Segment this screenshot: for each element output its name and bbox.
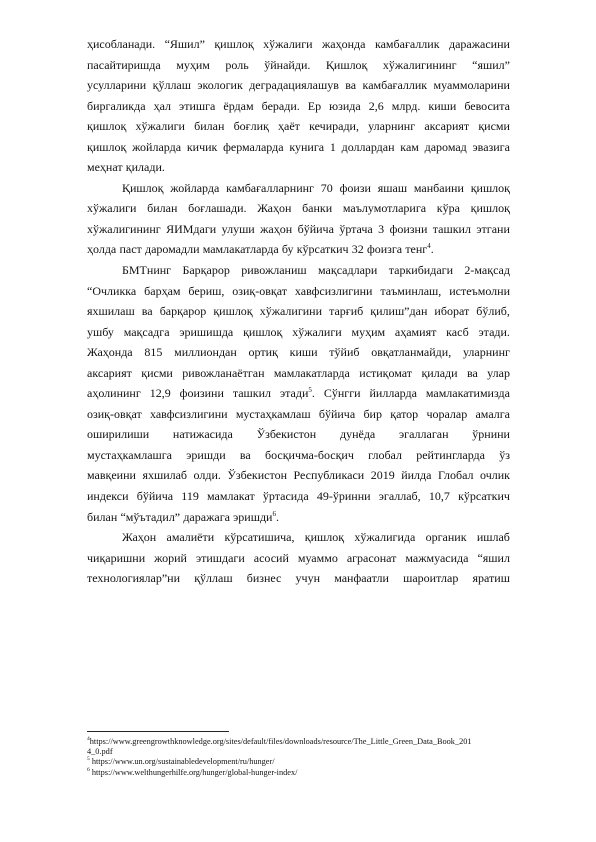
punctuation: . — [430, 242, 434, 257]
word: Қишлоқ — [325, 57, 368, 72]
word: Жаҳон — [122, 530, 157, 545]
word: мамлакатларда — [202, 242, 279, 257]
word: қишлоқ — [470, 201, 510, 216]
word: Ўзбекистон — [227, 468, 288, 483]
word: ишлаб — [476, 530, 510, 545]
word: жаҳонда — [322, 37, 366, 51]
word: дунёда — [339, 427, 376, 442]
word: эришди — [186, 447, 226, 462]
word: “мўътадил” — [120, 509, 181, 524]
word: рейтингларда — [416, 447, 485, 462]
word: индекси — [87, 489, 129, 504]
word: таъминлаш, — [380, 283, 442, 298]
text-line — [87, 157, 510, 178]
word: юзида — [329, 98, 361, 113]
word: экологик — [197, 78, 243, 93]
word: иборат — [434, 304, 470, 319]
word: яхшилаш — [87, 304, 135, 319]
body-text — [87, 34, 510, 589]
word: қишлоқ — [214, 37, 254, 51]
word: қўллаш — [152, 78, 191, 93]
word: қилади. — [125, 160, 165, 175]
word: деградациялашув — [249, 78, 339, 93]
word: даражага — [183, 509, 230, 524]
word: 1 — [329, 139, 336, 154]
word: қишлоқ — [213, 304, 253, 319]
word: истеъмолни — [449, 283, 510, 298]
word: банки — [302, 201, 333, 216]
word: эгаллаган — [399, 427, 449, 442]
word: мақсадлари — [318, 263, 378, 278]
word: олди. — [193, 468, 221, 483]
word: аҳолининг — [87, 386, 141, 401]
word: яхшилаб — [142, 468, 188, 483]
word: “Очликка — [87, 283, 137, 298]
text-line — [87, 260, 510, 281]
text-line — [87, 301, 510, 322]
word: хўжалиги — [87, 201, 137, 216]
footnote-ref: 6 — [272, 509, 276, 518]
word: кичик — [186, 139, 218, 154]
word: фоизга — [366, 242, 403, 257]
word: фоизини — [179, 386, 224, 401]
word: ҳал — [153, 98, 172, 113]
word: аксарият — [424, 119, 470, 134]
word: бўйича — [318, 406, 356, 421]
word: даромадли — [144, 242, 200, 257]
word: мамлакат — [207, 489, 255, 504]
word: жойларда — [170, 180, 220, 195]
footnote-url[interactable]: https://www.un.org/sustainabledevelopment/ru/hunger/ — [89, 757, 275, 767]
word: ташкил — [232, 386, 272, 401]
word: бу — [281, 242, 294, 257]
word: қишлоқ — [304, 530, 345, 545]
footnote-ref: 5 — [308, 386, 312, 395]
word: киши — [428, 98, 457, 113]
word: камбағалларнинг — [226, 180, 314, 195]
word: бериш, — [188, 283, 225, 298]
word: боғлашади. — [188, 201, 247, 216]
word: жорий — [154, 550, 187, 565]
footnote-url[interactable]: https://www.welthungerhilfe.org/hunger/global-hunger-index/ — [89, 767, 298, 777]
word: эгаллаб, — [378, 489, 421, 504]
word: қишлоқ — [87, 139, 127, 154]
word: озиқ-овқат — [87, 406, 142, 421]
word: ва — [239, 447, 251, 462]
word: мавқеини — [87, 468, 136, 483]
word: билан — [87, 509, 118, 524]
word: билан — [147, 201, 178, 216]
word: этишга — [179, 98, 216, 113]
word: роль — [225, 57, 249, 72]
word: манфаатли — [334, 571, 389, 586]
word: кўра — [436, 201, 460, 216]
word: пасайтиришда — [87, 57, 161, 72]
word: натижасида — [172, 427, 233, 442]
punctuation: . — [311, 386, 315, 401]
word: боғлиқ — [233, 119, 269, 134]
word: қўллаш — [194, 571, 233, 586]
word: доллардан — [341, 139, 395, 154]
word: ва — [345, 78, 357, 93]
word: бўлиб, — [476, 304, 510, 319]
word: уларнинг — [462, 345, 510, 360]
footnote-item — [87, 747, 517, 757]
text-line — [87, 219, 510, 240]
word: муаммо — [297, 550, 338, 565]
word: муҳим — [351, 324, 386, 339]
word: “яшил — [477, 550, 510, 565]
footnote-item — [87, 768, 517, 778]
word: этишдаги — [195, 550, 245, 565]
word: улуши — [221, 221, 255, 236]
word: 119 — [181, 489, 199, 504]
word: қишлоқ — [87, 119, 127, 134]
word: беради. — [261, 98, 300, 113]
word: паст — [119, 242, 142, 257]
word: киши — [289, 345, 318, 360]
word: Сўнгги — [323, 386, 361, 401]
word: фермаларда — [223, 139, 284, 154]
text-line — [87, 486, 510, 507]
word: мамлакатларда — [273, 365, 350, 380]
word: кунига — [289, 139, 325, 154]
word: ЯИМдаги — [166, 221, 217, 236]
word: оширилиши — [87, 427, 150, 442]
text-line — [87, 445, 510, 466]
word: миллиондан — [174, 345, 237, 360]
word: ёрдам — [223, 98, 254, 113]
word: ҳаёт — [278, 119, 300, 134]
word: барқарор — [159, 304, 207, 319]
word: жойларда — [132, 139, 182, 154]
word: этгани — [476, 221, 510, 236]
word: мамлакатимизда — [425, 386, 510, 401]
word: ривожланиш — [241, 263, 307, 278]
word: бўйича — [297, 221, 334, 236]
word: кўрсаткич — [458, 489, 510, 504]
word: хўжалигининг — [87, 221, 161, 236]
word: касб — [446, 324, 469, 339]
footnote-item — [87, 737, 517, 747]
word: истиқомат — [359, 365, 413, 380]
word: хўжалиги — [292, 324, 342, 339]
text-line — [87, 55, 510, 76]
text-line — [87, 404, 510, 425]
word: 10,7 — [428, 489, 450, 504]
word: Жаҳон — [257, 201, 292, 216]
word: 2-мақсад — [464, 263, 510, 278]
word: ўз — [499, 447, 510, 462]
word: қисми — [141, 365, 173, 380]
word: ўртасида — [262, 489, 309, 504]
word: мажмуасида — [405, 550, 469, 565]
word: қисми — [478, 119, 510, 134]
word: Жаҳонда — [87, 345, 133, 360]
word: хўжалигида — [354, 530, 416, 545]
word: мақсадга — [123, 324, 170, 339]
word: кўрсаткич — [296, 242, 349, 257]
word: хавфсизлигини — [294, 283, 373, 298]
word: хўжалиги — [135, 119, 185, 134]
word: Ўзбекистон — [256, 427, 317, 442]
word: жаҳон — [260, 221, 293, 236]
word: Глобал — [437, 468, 474, 483]
text-line — [87, 137, 510, 158]
word: эришишда — [179, 324, 234, 339]
word: қатор — [390, 406, 419, 421]
text-line — [87, 239, 510, 260]
word: ташкил — [432, 221, 471, 236]
text-line — [87, 342, 510, 363]
word: бевосита — [464, 98, 510, 113]
word: 2,6 — [368, 98, 384, 113]
word: камбағаллик — [374, 37, 440, 51]
word: яратиш — [472, 571, 510, 586]
footnote-mark: 6 — [87, 766, 90, 773]
text-line — [87, 96, 510, 117]
word: уларнинг — [368, 119, 416, 134]
footnote-url[interactable]: https://www.greengrowthknowledge.org/sites/default/files/downloads/resource/The_Little_Green_Data_Book_201 — [89, 737, 472, 746]
word: қишлоқ — [470, 180, 510, 195]
footnote-ref: 4 — [427, 242, 431, 251]
word: фоизни — [389, 221, 428, 236]
word: БМТнинг — [122, 263, 172, 278]
footnote-mark: 4 — [87, 736, 90, 743]
word: 3 — [378, 221, 385, 236]
word: муаммоларини — [433, 78, 510, 93]
word: чиқаришни — [87, 550, 146, 565]
word: билан — [194, 119, 225, 134]
word: улар — [487, 365, 510, 380]
text-line — [87, 322, 510, 343]
text-line — [87, 424, 510, 445]
word: Қишлоқ — [122, 180, 164, 195]
footnotes — [87, 737, 517, 778]
word: озиқ-овқат — [232, 283, 288, 298]
word: 70 — [320, 180, 333, 195]
word: Ер — [307, 98, 322, 113]
word: хавфсизлигини — [150, 406, 228, 421]
word: ва — [141, 304, 153, 319]
text-line — [87, 75, 510, 96]
footnote-separator — [87, 731, 229, 732]
word: тарғиб — [329, 304, 364, 319]
word: меҳнат — [87, 160, 123, 175]
word: ўйнайди. — [264, 57, 311, 72]
text-line — [87, 178, 510, 199]
word: маълумотларига — [342, 201, 427, 216]
word: овқатланмайди, — [371, 345, 452, 360]
text-line — [87, 568, 510, 589]
text-line — [87, 281, 510, 302]
word: ўрнини — [472, 427, 510, 442]
word: ҳолда — [87, 242, 117, 257]
text-line — [87, 34, 510, 55]
word: яшаш — [377, 180, 408, 195]
word: йилларда — [369, 386, 417, 401]
word: “Яшил” — [164, 37, 205, 51]
word: чоралар — [426, 406, 468, 421]
word: камбағаллик — [362, 78, 428, 93]
word: муҳим — [176, 57, 210, 72]
word: йилда — [401, 468, 432, 483]
word: амалиёти — [166, 530, 215, 545]
footnote-url[interactable]: 4_0.pdf — [87, 747, 113, 757]
word: манбаини — [413, 180, 464, 195]
word: амалга — [475, 406, 510, 421]
word: кўрсатишича, — [224, 530, 295, 545]
word: эвазига — [472, 139, 510, 154]
word: органик — [425, 530, 467, 545]
text-line — [87, 116, 510, 137]
word: барҳам — [144, 283, 181, 298]
word: млрд. — [391, 98, 421, 113]
word: кечиради, — [309, 119, 359, 134]
word: эришди$^6$. — [233, 509, 279, 524]
word: тенг$^4$. — [405, 242, 434, 257]
word: фоизи — [339, 180, 371, 195]
word: даромад — [424, 139, 467, 154]
word: усулларини — [87, 78, 147, 93]
word: биргаликда — [87, 98, 146, 113]
word: этади. — [478, 324, 510, 339]
word: асосий — [253, 550, 289, 565]
word: шароитлар — [403, 571, 459, 586]
word: 2019 — [370, 468, 395, 483]
word: Республикаси — [293, 468, 365, 483]
text-line — [87, 507, 510, 528]
word: бўйича — [136, 489, 174, 504]
word: ортиқ — [248, 345, 278, 360]
word: ўртача — [339, 221, 373, 236]
text-line — [87, 363, 510, 384]
word: аҳамият — [394, 324, 437, 339]
word: 815 — [144, 345, 163, 360]
word: қилади — [421, 365, 458, 380]
word: кам — [400, 139, 419, 154]
footnote-mark: 5 — [87, 756, 90, 763]
footnote-item — [87, 757, 517, 767]
word: мустаҳкамлаш — [235, 406, 311, 421]
word: қилиш”дан — [370, 304, 428, 319]
word: 12,9 — [149, 386, 171, 401]
word: 32 — [351, 242, 364, 257]
word: этади$^5$. — [279, 386, 315, 401]
word: хўжалигини — [259, 304, 323, 319]
word: хўжалиги — [263, 37, 313, 51]
word: тўйиб — [329, 345, 360, 360]
word: очлик — [480, 468, 510, 483]
word: босқичма-босқич — [265, 447, 354, 462]
text-line — [87, 527, 510, 548]
text-line — [87, 198, 510, 219]
word: глобал — [368, 447, 402, 462]
word: ҳисобланади. — [87, 37, 156, 51]
word: учун — [295, 571, 321, 586]
punctuation: . — [275, 509, 279, 524]
word: Барқарор — [182, 263, 230, 278]
word: аксарият — [87, 365, 132, 380]
word: ушбу — [87, 324, 114, 339]
word: аграсонат — [346, 550, 397, 565]
text-line — [87, 383, 510, 404]
word: даражасини — [448, 37, 510, 51]
text-line — [87, 465, 510, 486]
word: таркибидаги — [388, 263, 454, 278]
word: бизнес — [246, 571, 282, 586]
word: мустаҳкамлашга — [87, 447, 173, 462]
text-line — [87, 548, 510, 569]
word: хўжалигининг — [382, 57, 457, 72]
word: 49-ўринни — [316, 489, 371, 504]
word: технологиялар”ни — [87, 571, 181, 586]
word: “яшил” — [472, 57, 510, 72]
word: қишлоқ — [243, 324, 283, 339]
word: бир — [363, 406, 382, 421]
word: ривожланаётган — [182, 365, 265, 380]
word: ва — [466, 365, 478, 380]
